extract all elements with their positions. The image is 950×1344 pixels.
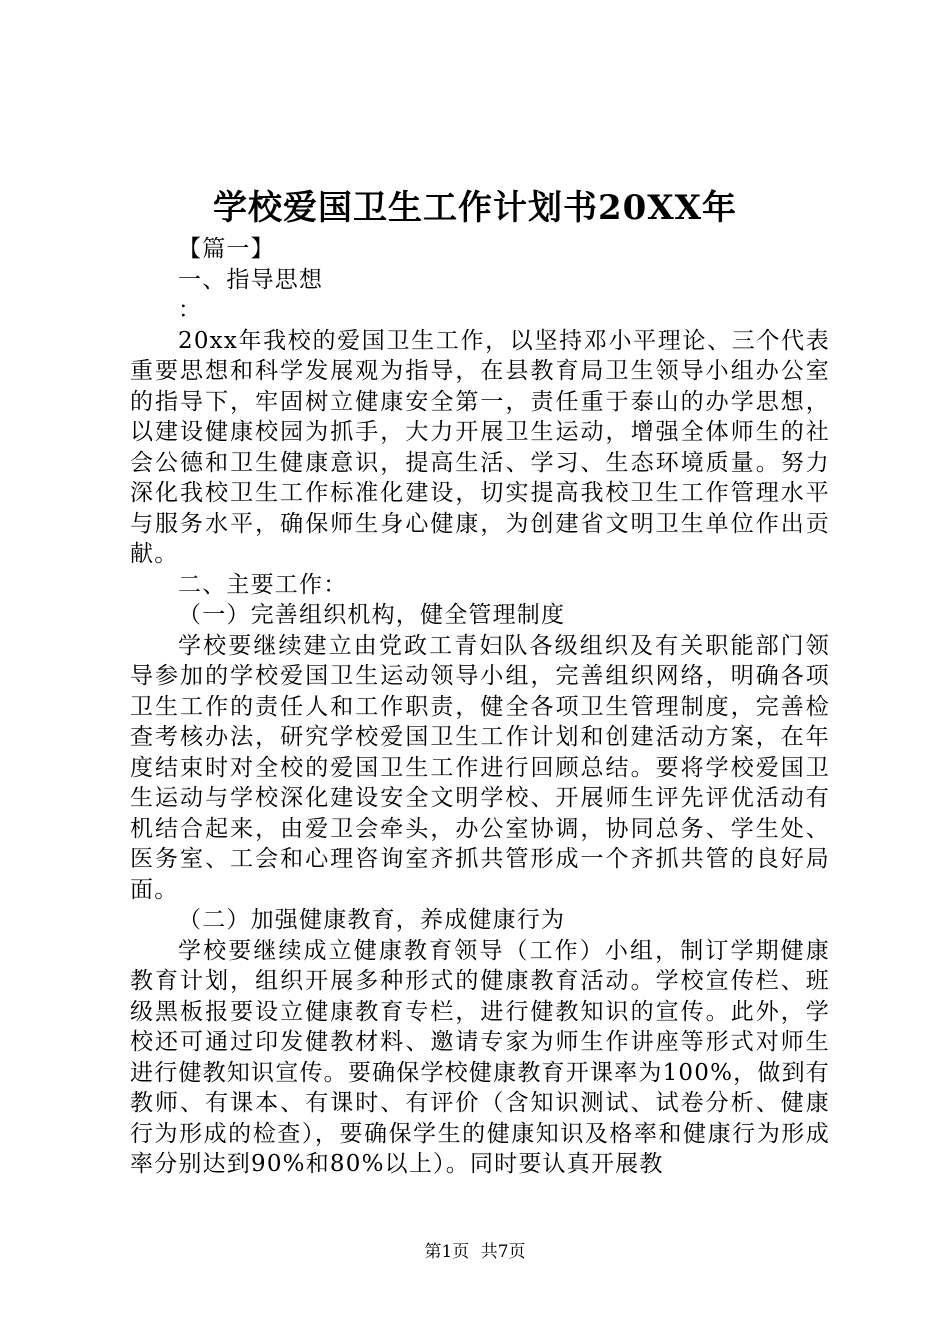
page-footer (0, 1240, 950, 1264)
heading-guiding-thought: 一、指导思想 (178, 266, 324, 293)
page-number: 第1页 (424, 1242, 470, 1262)
document-title: 学校爱国卫生工作计划书20XX年 (212, 188, 738, 228)
document-body (130, 234, 830, 1180)
subheading-health-education: （二）加强健康教育，养成健康行为 (178, 907, 566, 933)
heading-main-work: 二、主要工作： (178, 571, 348, 598)
paragraph-organization: 学校要继续建立由党政工青妇队各级组织及有关职能部门领导参加的学校爱国卫生运动领导小组，完善组织网络，明确各项卫生工作的责任人和工作职责，健全各项卫生管理制度，完善检查考核办法，研究学校爱国卫生工作计划和创建活动方案，在年度结束时对全校的爱国卫生工作进行回顾总结。要将学校爱国卫生运动与学校深化建设安全文明学校、开展师生评先评优活动有机结合起来，由爱卫会牵头，办公室协调，协同总务、学生处、医务室、工会和心理咨询室齐抓共管形成一个齐抓共管的良好局面。 (130, 632, 830, 903)
paragraph-guiding-thought: 20xx年我校的爱国卫生工作，以坚持邓小平理论、三个代表重要思想和科学发展观为指导，在县教育局卫生领导小组办公室的指导下，牢固树立健康安全第一，责任重于泰山的办学思想，以建设健康校园为抓手，大力开展卫生运动，增强全体师生的社会公德和卫生健康意识，提高生活、学习、生态环境质量。努力深化我校卫生工作标准化建设，切实提高我校卫生工作管理水平与服务水平，确保师生身心健康，为创建省文明卫生单位作出贡献。 (130, 327, 830, 567)
section-marker: 【篇一】 (178, 236, 275, 262)
subheading-organization: （一）完善组织机构，健全管理制度 (178, 602, 566, 628)
colon-line: ： (178, 297, 203, 323)
page-total: 共7页 (480, 1242, 526, 1262)
paragraph-health-education: 学校要继续成立健康教育领导（工作）小组，制订学期健康教育计划，组织开展多种形式的健康教育活动。学校宣传栏、班级黑板报要设立健康教育专栏，进行健教知识的宣传。此外，学校还可通过印发健教材料、邀请专家为师生作讲座等形式对师生进行健教知识宣传。要确保学校健康教育开课率为100%，做到有教师、有课本、有课时、有评价（含知识测试、试卷分析、健康行为形成的检查），要确保学生的健康知识及格率和健康行为形成率分别达到90%和80%以上）。同时要认真开展教 (130, 937, 830, 1177)
